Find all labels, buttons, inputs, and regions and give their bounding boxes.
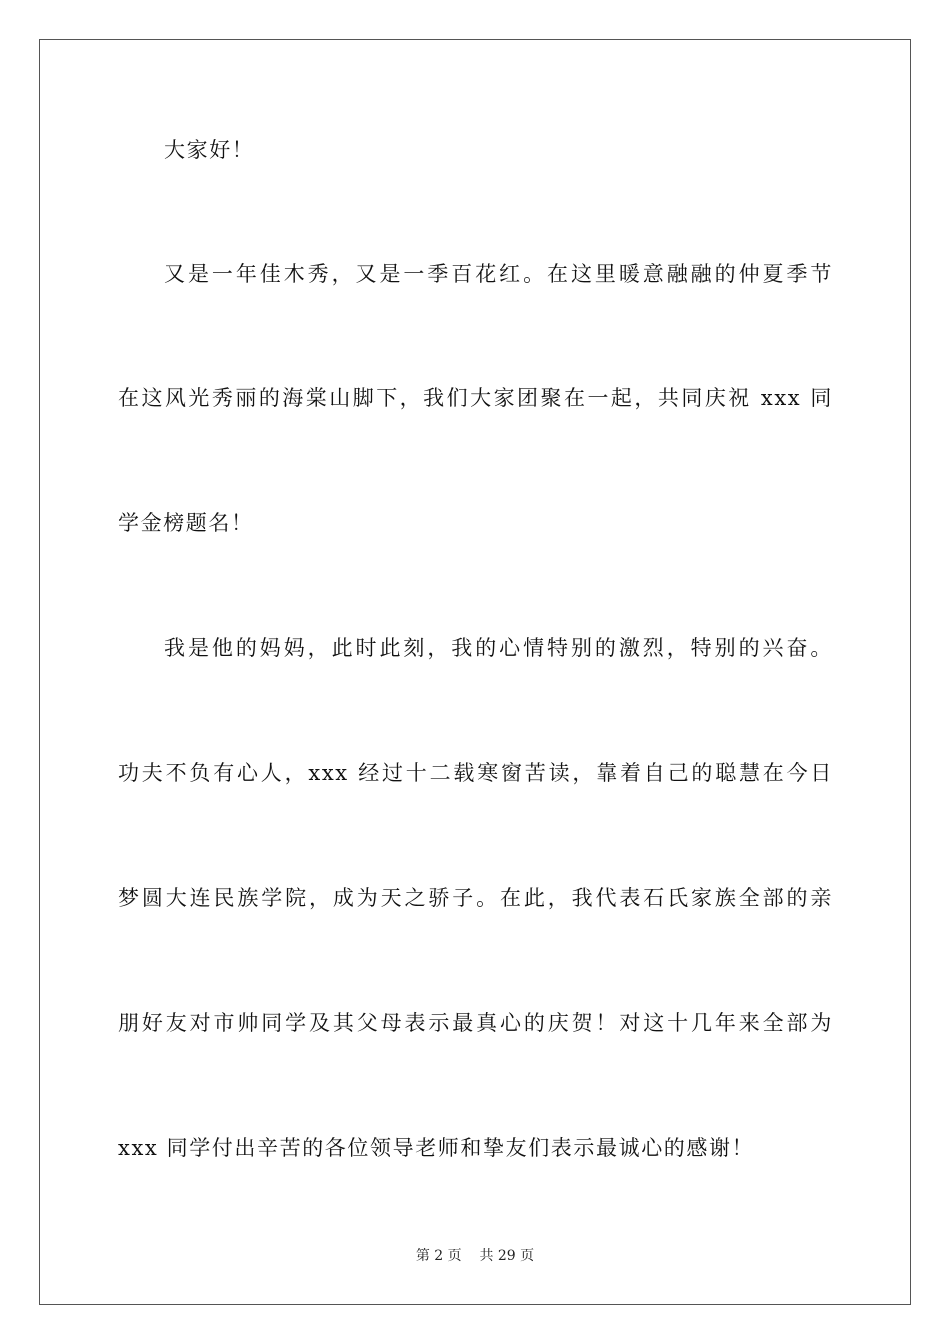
paragraph-1-line-3: 学金榜题名！: [118, 511, 254, 535]
page-footer: [0, 1247, 950, 1265]
paragraph-2-line-1: 我是他的妈妈，此时此刻，我的心情特别的激烈，特别的兴奋。: [164, 636, 833, 660]
page-border: [39, 39, 911, 1305]
greeting-line: 大家好！: [164, 138, 255, 162]
paragraph-1-line-2: 在这风光秀丽的海棠山脚下，我们大家团聚在一起，共同庆祝 xxx 同: [118, 386, 833, 410]
paragraph-2-line-2: 功夫不负有心人，xxx 经过十二载寒窗苦读，靠着自己的聪慧在今日: [118, 761, 833, 785]
page-number: 第 2 页: [415, 1248, 462, 1264]
paragraph-2-line-3: 梦圆大连民族学院，成为天之骄子。在此，我代表石氏家族全部的亲: [118, 886, 833, 910]
page-total: 共 29 页: [479, 1248, 535, 1264]
paragraph-2-line-5: xxx 同学付出辛苦的各位领导老师和挚友们表示最诚心的感谢！: [118, 1136, 755, 1160]
paragraph-1-line-1: 又是一年佳木秀，又是一季百花红。在这里暖意融融的仲夏季节: [164, 262, 833, 286]
paragraph-2-line-4: 朋好友对市帅同学及其父母表示最真心的庆贺！对这十几年来全部为: [118, 1011, 833, 1035]
